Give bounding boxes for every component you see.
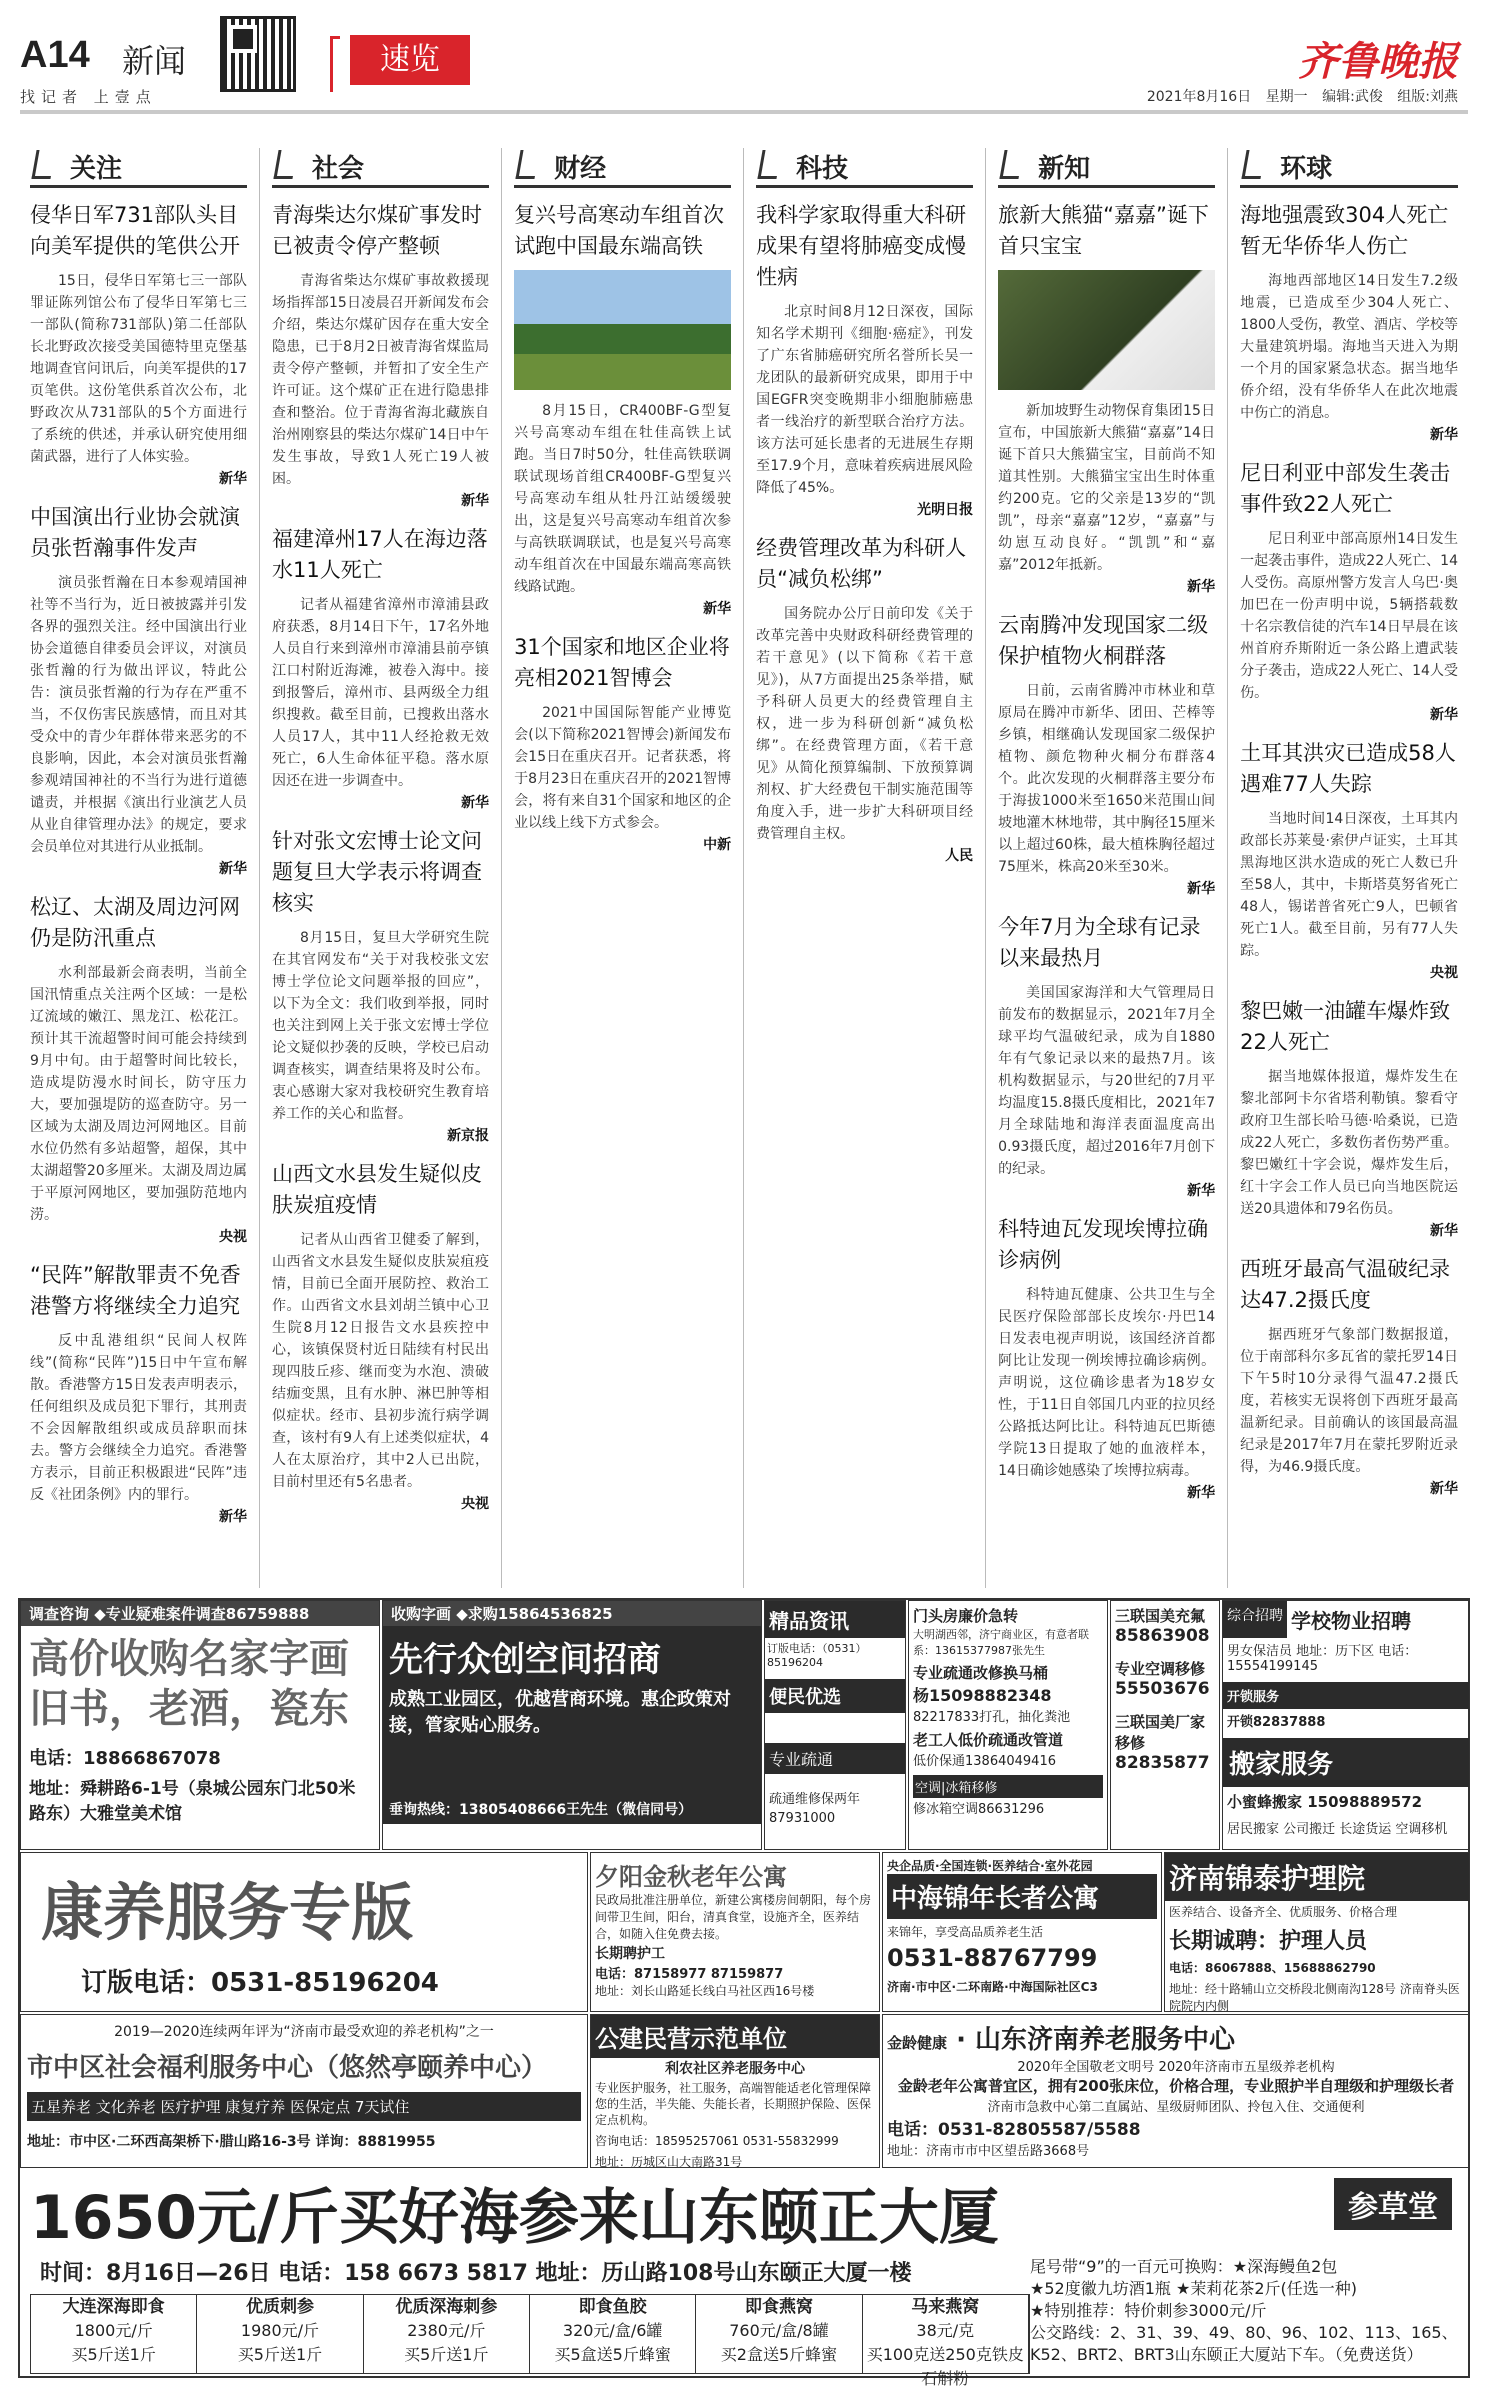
column-heading: 环球 — [1240, 148, 1458, 188]
article[interactable] — [1240, 738, 1458, 982]
ad-body: 金龄老年公寓普宜区，拥有200张床位，价格合理，专业照护半自理级和护理级长者 — [897, 2077, 1455, 2095]
newspaper-logo: 齐鲁晚报 — [1298, 38, 1458, 85]
article-body: 记者从山西省卫健委了解到，山西省文水县发生疑似皮肤炭疽疫情，目前已全面开展防控、救治工作。山西省文水县刘胡兰镇中心卫生院8月12日报告文水县疾控中心，该镇保贤村近日陆续有村民出现四肢丘疹、继而变为水泡、溃破结痂变黑，且有水肿、淋巴肿等相似症状。经市、县初步流行病学调查，该村有9人有上述类似症状，4人在太原治疗，其中2人已出院，目前村里还有5名患者。 — [272, 1232, 490, 1490]
ad-jinling[interactable]: 金龄健康 · 山东济南养老服务中心 2020年全国敬老文明号 2020年济南市五星级养老机构 金龄老年公寓普宜区，拥有200张床位，价格合理，专业照护半自理级和护理级长者 济南市急救中心第二直属站、星级厨师团队、拎包入住、交通便利 电话：0531-82805587/5588 地址：济南市市中区望岳路3668号 — [882, 2014, 1470, 2168]
ad-phone: 电话：0531-82805587/5588 — [887, 2120, 1141, 2140]
product-item — [530, 2295, 696, 2373]
brand-logo: 参草堂 — [1334, 2178, 1452, 2230]
ad-calligraphy[interactable]: 调查咨询 ◆专业疑难案件调查86759888 高价收购名家字画旧书，老酒，瓷东 电话：18866867078 地址：舜耕路6-1号（泉城公园东门北50米路东）大雅堂美术馆 — [20, 1600, 380, 1850]
ad-phone: 订版电话：0531-85196204 — [81, 1968, 439, 1998]
product-deal: 买2盒送5斤蜂蜜 — [720, 2345, 838, 2364]
product-deal: 买5盒送5斤蜂蜜 — [554, 2345, 671, 2364]
dateline — [1147, 86, 1458, 106]
ad-classifieds[interactable] — [764, 1600, 906, 1850]
article[interactable] — [514, 632, 731, 854]
article-title[interactable]: 黎巴嫩一油罐车爆炸致22人死亡 — [1240, 999, 1451, 1054]
ad-phone: 85863908 — [1115, 1626, 1210, 1646]
article-source: 新华 — [1187, 1485, 1216, 1501]
article-source: 新京报 — [447, 1128, 490, 1144]
ad-subtitle: 利农社区养老服务中心 — [665, 2061, 805, 2077]
article[interactable] — [30, 1260, 247, 1526]
article-title[interactable]: 中国演出行业协会就演员张哲瀚事件发声 — [30, 505, 240, 560]
column-heading: 社会 — [272, 148, 489, 188]
ad-xiyang[interactable] — [590, 1852, 880, 2012]
ad-services[interactable] — [908, 1600, 1108, 1850]
ad-line: 疏通维修保两年 — [769, 1792, 861, 1807]
article-title[interactable]: 经费管理改革为科研人员“减负松绑” — [756, 536, 967, 591]
article-source: 新华 — [461, 795, 490, 811]
ad-address: 地址：历城区山大南路31号 — [595, 2155, 743, 2168]
ad-tag: 调查咨询 — [29, 1605, 90, 1623]
ad-phone: 82217833打孔，抽化粪池 — [913, 1710, 1071, 1725]
news-column — [502, 148, 744, 1588]
article-source: 新华 — [1187, 1183, 1216, 1199]
article-title[interactable]: 旅新大熊猫“嘉嘉”诞下首只宝宝 — [998, 203, 1209, 258]
ad-title: 高价收购名家字画旧书，老酒，瓷东 — [29, 1636, 349, 1732]
article-title[interactable]: 31个国家和地区企业将亮相2021智博会 — [514, 635, 730, 690]
ad-line: 济南市急救中心第二直属站、星级厨师团队、拎包入住、交通便利 — [987, 2100, 1365, 2115]
ad-tag: 综合招聘 — [1223, 1601, 1287, 1638]
article-body: 演员张哲瀚在日本参观靖国神社等不当行为，近日被披露并引发各界的强烈关注。经中国演出行业协会道德自律委员会评议，对演员张哲瀚的行为做出评议，特此公告：演员张哲瀚的行为存在严重不当，不仅伤害民族感情，而且对其受众中的青少年群体带来恶劣的不良影响，因此，本会对演员张哲瀚参观靖国神社的不当行为进行道德谴责，并根据《演出行业演艺人员从业自律管理办法》的规定，要求会员单位对其进行从业抵制。 — [30, 575, 248, 855]
article-title[interactable]: 复兴号高寒动车组首次试跑中国最东端高铁 — [514, 203, 725, 258]
ad-line: 门头房廉价急转 — [913, 1607, 1019, 1625]
ad-line: 专业疑难案件调查86759888 — [105, 1605, 310, 1623]
product-price: 320元/盒/6罐 — [562, 2321, 663, 2340]
ad-line: 时间：8月16日—26日 电话：158 6673 5817 地址：历山路108号山东颐正大厦一楼 — [40, 2261, 912, 2286]
product-item — [31, 2295, 197, 2373]
article-body: 据西班牙气象部门数据报道，位于南部科尔多瓦省的蒙托罗14日下午5时10分录得气温47.2摄氏度，若核实无误将创下西班牙最高温新纪录。目前确认的该国最高温纪录是2017年7月在蒙托罗附近录得，为46.9摄氏度。 — [1240, 1327, 1458, 1475]
article-title[interactable]: 尼日利亚中部发生袭击事件致22人死亡 — [1240, 461, 1451, 516]
article-body: 青海省柴达尔煤矿事故救援现场指挥部15日凌晨召开新闻发布会介绍，柴达尔煤矿因存在重大安全隐患，已于8月2日被青海省煤监局责令停产整顿，并暂扣了安全生产许可证。这个煤矿正在进行隐患排查和整治。位于青海省海北藏族自治州刚察县的柴达尔煤矿14日中午发生事故，导致1人死亡19人被困。 — [272, 273, 490, 487]
ad-phone: 电话：87158977 87159877 — [595, 1967, 784, 1982]
ad-hotline: 垂询热线：13805408666王先生（微信同号） — [389, 1802, 693, 1818]
article[interactable] — [998, 610, 1215, 898]
article[interactable] — [756, 200, 973, 519]
article-title[interactable]: 侵华日军731部队头目向美军提供的笔供公开 — [30, 203, 240, 258]
ad-line: 求购15864536825 — [467, 1605, 613, 1623]
article-source: 新华 — [1430, 707, 1458, 723]
ad-title: 精品资讯 — [765, 1601, 905, 1638]
article[interactable] — [998, 912, 1215, 1200]
ad-title: 山东济南养老服务中心 — [975, 2025, 1236, 2055]
ad-title: 学校物业招聘 — [1291, 1609, 1411, 1633]
article-title[interactable]: 海地强震致304人死亡暂无华侨华人伤亡 — [1240, 203, 1449, 258]
ad-incubator[interactable]: 收购字画 ◆求购15864536825 先行众创空间招商 成熟工业园区，优越营商环境。惠企政策对接，管家贴心服务。 垂询热线：13805408666王先生（微信同号） — [382, 1600, 762, 1850]
product-name: 优质深海刺参 — [395, 2297, 498, 2317]
article-source: 新华 — [1430, 427, 1458, 443]
article-title[interactable]: 云南腾冲发现国家二级保护植物火桐群落 — [998, 613, 1209, 668]
article-body: 当地时间14日深夜，土耳其内政部长苏莱曼·索伊卢证实，土耳其黑海地区洪水造成的死亡人数已升至58人，其中，卡斯塔莫努省死亡48人，锡诺普省死亡9人，巴顿省死亡1人。截至目前，另有77人失踪。 — [1240, 811, 1458, 959]
news-column — [260, 148, 502, 1588]
ad-title: 康养服务专版 — [41, 1876, 414, 1949]
ad-body: 专业医护服务，社工服务，高端智能适老化管理保障您的生活，半失能、失能长者，长期照护保险、医保定点机构。 — [595, 2081, 872, 2127]
ad-address: 地址：市中区·二环西高架桥下·腊山路16-3号 详询：88819955 — [27, 2134, 436, 2150]
column-heading: 关注 — [30, 148, 247, 188]
article[interactable] — [272, 200, 489, 510]
article-source: 新华 — [219, 471, 248, 487]
ad-address: 地址：济南市市中区望岳路3668号 — [887, 2144, 1090, 2159]
article-body: 尼日利亚中部高原州14日发生一起袭击事件，造成22人死亡、14人受伤。高原州警方发言人乌巴·奥加巴在一份声明中说，5辆搭载数十名宗教信徒的汽车14日早晨在该州首府乔斯附近一条公路上遭武装分子袭击，造成22人死亡、14人受伤。 — [1240, 531, 1458, 701]
ad-tag: 空调|冰箱移修 — [913, 1775, 1103, 1798]
ad-line: 三联国美充氟 — [1115, 1607, 1206, 1625]
ad-ac-repair[interactable] — [1110, 1600, 1220, 1850]
promo-list — [1030, 2256, 1460, 2366]
ad-subtitle: 来锦年，享受高品质养老生活 — [887, 1925, 1044, 1939]
article-body: 记者从福建省漳州市漳浦县政府获悉，8月14日下午，17名外地人员自行来到漳州市漳浦县前亭镇江口村附近海滩，被卷入海中。接到报警后，漳州市、县两级全力组织搜救。截至目前，已搜救出落水人员17人，其中11人经抢救无效死亡，6人生命体征平稳。落水原因还在进一步调查中。 — [272, 597, 490, 789]
article[interactable] — [1240, 458, 1458, 724]
product-item — [364, 2295, 530, 2373]
ad-phone: 杨15098882348 — [913, 1686, 1052, 1705]
product-price: 1800元/斤 — [74, 2321, 153, 2340]
ad-title: 市中区社会福利服务中心（悠然亭颐养中心） — [27, 2053, 548, 2083]
ad-line: 长期诚聘：护理人员 — [1169, 1929, 1368, 1954]
news-column — [986, 148, 1228, 1588]
section-name: 新闻 — [122, 42, 187, 80]
ad-phone: 咨询电话：18595257061 0531-55832999 — [595, 2134, 839, 2148]
article-source: 新华 — [461, 493, 490, 509]
ad-phone: 修冰箱空调86631296 — [913, 1802, 1045, 1817]
article[interactable] — [1240, 996, 1458, 1240]
header-rule — [20, 110, 1468, 114]
article[interactable] — [998, 200, 1215, 596]
ad-phone: 电话：18866867078 — [29, 1748, 221, 1769]
ad-subtitle: 便民优选 — [765, 1679, 905, 1713]
product-list — [30, 2294, 1030, 2388]
article-title[interactable]: 松辽、太湖及周边河网仍是防汛重点 — [30, 895, 240, 950]
page-header — [0, 0, 1488, 120]
ad-address: 地址：经十路辅山立交桥段北侧南沟128号 济南脊头医院院内内侧 — [1169, 1982, 1460, 2012]
article-title[interactable]: 青海柴达尔煤矿事发时已被责令停产整顿 — [272, 203, 483, 258]
ad-subtitle: 成熟工业园区，优越营商环境。惠企政策对接，管家贴心服务。 — [389, 1689, 731, 1736]
ad-elderly-special[interactable] — [20, 1852, 588, 2012]
article-title[interactable]: “民阵”解散罪责不免香港警方将继续全力追究 — [30, 1263, 241, 1318]
article[interactable] — [756, 533, 973, 865]
product-item — [863, 2295, 1029, 2388]
article-body: 8月15日，复旦大学研究生院在其官网发布“关于对我校张文宏博士学位论文问题举报的回应”，以下为全文：我们收到举报，同时也关注到网上关于张文宏博士学位论文疑似抄袭的反映，学校已启动调查核实，调查结果将及时公布。衷心感谢大家对我校研究生教育培养工作的关心和监督。 — [272, 930, 490, 1122]
product-item — [696, 2295, 862, 2373]
group: 组版:刘燕 — [1397, 89, 1458, 105]
article-title[interactable]: 我科学家取得重大科研成果有望将肺癌变成慢性病 — [756, 203, 967, 289]
ad-title: 先行众创空间招商 — [389, 1640, 661, 1680]
ad-phone: 87931000 — [769, 1811, 836, 1826]
column-heading: 财经 — [514, 148, 731, 188]
product-name: 马来燕窝 — [911, 2297, 980, 2317]
article-body: 8月15日，CR400BF-G型复兴号高寒动车组在牡佳高铁上试跑。当日7时50分，牡佳高铁联调联试现场首组CR400BF-G型复兴号高寒动车组从牡丹江站缓缓驶出，这是复兴号高寒动车组首次参与高铁联调联试，也是复兴号高寒动车组首次在中国最东端高寒高铁线路试跑。 — [514, 403, 732, 595]
promo-line: 公交路线：2、31、39、49、80、96、102、113、165、K52、BRT2、BRT3山东颐正大厦站下车。（免费送货） — [1030, 2323, 1458, 2364]
ad-phone: 55503676 — [1115, 1679, 1210, 1699]
ad-tag: 开锁服务 — [1223, 1682, 1469, 1709]
promo-line: ★特别推荐：特价刺参3000元/斤 — [1030, 2301, 1267, 2320]
ad-line: 专业空调移修 — [1115, 1660, 1206, 1678]
page-number: A14 — [20, 34, 90, 76]
ad-address: 地址：刘长山路延长线白马社区西16号楼 — [595, 1984, 815, 1998]
article-title[interactable]: 科特迪瓦发现埃博拉确诊病例 — [998, 1217, 1209, 1272]
article-body: 新加坡野生动物保育集团15日宣布，中国旅新大熊猫“嘉嘉”14日诞下首只大熊猫宝宝，目前尚不知道其性别。大熊猫宝宝出生时体重约200克。它的父亲是13岁的“凯凯”，母亲“嘉嘉”12岁，“嘉嘉”与幼崽互动良好。“凯凯”和“嘉嘉”2012年抵新。 — [998, 403, 1216, 573]
article-title[interactable]: 今年7月为全球有记录以来最热月 — [998, 915, 1201, 970]
news-column — [1228, 148, 1470, 1588]
product-deal: 买5斤送1斤 — [237, 2345, 323, 2364]
article-title[interactable]: 针对张文宏博士论文问题复旦大学表示将调查核实 — [272, 829, 483, 915]
ad-title: 中海锦年长者公寓 — [887, 1874, 1157, 1919]
ad-body: 民政局批准注册单位，新建公寓楼房间朝阳，每个房间带卫生间，阳台，清真食堂，设施齐全，医养结合，如随入住免费去接。 — [595, 1893, 872, 1941]
ad-tag: 金龄健康 — [887, 2034, 948, 2052]
article-source: 新华 — [703, 601, 732, 617]
column-heading: 新知 — [998, 148, 1215, 188]
article[interactable] — [1240, 200, 1458, 444]
article-source: 新华 — [1187, 579, 1216, 595]
article-source: 中新 — [703, 837, 732, 853]
article-source: 新华 — [219, 1509, 248, 1525]
qr-code-icon[interactable] — [220, 16, 296, 92]
ad-line: 男女保洁员 地址：历下区 电话：15554199145 — [1227, 1644, 1418, 1674]
promo-line: ★52度徽九坊酒1瓶 ★茉莉花茶2斤(任选一种) — [1030, 2279, 1357, 2298]
product-name: 即食鱼胶 — [578, 2297, 647, 2317]
article-source: 央视 — [1430, 965, 1458, 981]
article-body: 据当地媒体报道，爆炸发生在黎北部阿卡尔省塔利勒镇。黎看守政府卫生部长哈马德·哈桑说，已造成22人死亡，多数伤者伤势严重。黎巴嫩红十字会说，爆炸发生后，红十字会工作人员已向当地医院运送20具遗体和79名伤员。 — [1240, 1069, 1458, 1217]
article-body: 海地西部地区14日发生7.2级地震，已造成至少304人死亡、1800人受伤，教堂、酒店、学校等大量建筑坍塌。海地当天进入为期一个月的国家紧急状态。据当地华侨介绍，没有华侨华人在此次地震中伤亡的消息。 — [1240, 273, 1458, 421]
article-source: 新华 — [1187, 881, 1216, 897]
ad-linong[interactable] — [590, 2014, 880, 2168]
article[interactable] — [272, 524, 489, 812]
product-deal: 买5斤送1斤 — [71, 2345, 156, 2364]
ad-seafood[interactable] — [20, 2170, 1472, 2388]
article-source: 人民 — [945, 848, 974, 864]
article[interactable] — [30, 502, 247, 878]
ad-phone: 小蜜蜂搬家 15098889572 — [1227, 1793, 1423, 1811]
ad-line: 五星养老 文化养老 医疗护理 康复疗养 医保定点 7天试住 — [27, 2092, 581, 2121]
ad-title: 1650元/斤买好海参来山东颐正大厦 — [30, 2183, 999, 2253]
news-columns — [18, 148, 1470, 1588]
ad-phone: 0531-88767799 — [887, 1944, 1098, 1972]
editor: 编辑:武俊 — [1322, 89, 1383, 105]
ad-phone: 低价保通13864049416 — [913, 1754, 1056, 1769]
ad-welfare-center[interactable] — [20, 2014, 588, 2168]
article-source: 央视 — [219, 1229, 248, 1245]
news-column — [744, 148, 986, 1588]
article-title[interactable]: 福建漳州17人在海边落水11人死亡 — [272, 527, 488, 582]
ad-address: 地址：舜耕路6-1号（泉城公园东门北50米路东）大雅堂美术馆 — [29, 1779, 356, 1824]
article-body: 反中乱港组织“民间人权阵线”(简称“民阵”)15日中午宣布解散。香港警方15日发表声明表示，任何组织及成员犯下罪行，其刑责不会因解散组织或成员辞职而抹去。警方会继续全力追究。香港警方表示，目前正积极跟进“民阵”违反《社团条例》内的罪行。 — [30, 1333, 248, 1503]
article-title[interactable]: 西班牙最高气温破纪录达47.2摄氏度 — [1240, 1257, 1451, 1312]
article[interactable] — [272, 826, 489, 1145]
ad-line: 居民搬家 公司搬迁 长途货运 空调移机 — [1227, 1822, 1448, 1837]
article-source: 央视 — [461, 1496, 490, 1512]
article-body: 水利部最新会商表明，当前全国汛情重点关注两个区域：一是松辽流域的嫩江、黑龙江、松花江。预计其干流超警时间可能会持续到9月中旬。由于超警时间比较长，造成堤防漫水时间长，防守压力大，要加强堤防的巡查防守。另一区域为太湖及周边河网地区。目前水位仍然有多站超警，超保，其中太湖超警20多厘米。太湖及周边属于平原河网地区，要加强防范地内涝。 — [30, 965, 248, 1223]
product-price: 760元/盒/8罐 — [729, 2321, 829, 2340]
product-deal: 买5斤送1斤 — [404, 2345, 489, 2364]
article-body: 国务院办公厅日前印发《关于改革完善中央财政科研经费管理的若干意见》(以下简称《若干意见》)，从7方面提出25条举措，赋予科研人员更大的经费管理自主权，进一步为科研创新“减负松绑”。在经费管理方面，《若干意见》从简化预算编制、下放预算调剂权、扩大经费包干制实施范围等角度入手，进一步扩大科研项目经费管理自主权。 — [756, 606, 974, 842]
product-deal: 买100克送250克铁皮石斛粉 — [866, 2345, 1024, 2388]
ad-title: 夕阳金秋老年公寓 — [595, 1863, 787, 1891]
ad-jintai[interactable] — [1164, 1852, 1470, 2012]
ad-phone: 开锁82837888 — [1227, 1715, 1326, 1730]
ad-phone: 82835877 — [1115, 1753, 1210, 1773]
ad-subtitle: 医养结合、设备齐全、优质服务、价格合理 — [1169, 1905, 1398, 1919]
article-title[interactable]: 土耳其洪灾已造成58人遇难77人失踪 — [1240, 741, 1456, 796]
ad-tag: 2019—2020连续两年评为“济南市最受欢迎的养老机构”之一 — [114, 2024, 494, 2040]
article-body: 美国国家海洋和大气管理局日前发布的数据显示，2021年7月全球平均气温破纪录，成为自1880年有气象记录以来的最热7月。该机构数据显示，与20世纪的7月平均温度15.8摄氏度相比，2021年7月全球陆地和海洋表面温度高出0.93摄氏度，超过2016年7月创下的纪录。 — [998, 985, 1216, 1177]
ad-line: 三联国美厂家移修 — [1115, 1713, 1206, 1752]
ad-address: 济南·市中区·二环南路·中海国际社区C3 — [887, 1980, 1098, 1994]
article-body: 15日，侵华日军第七三一部队罪证陈列馆公布了侵华日军第七三一部队(简称731部队)第二任部队长北野政次接受美国德特里克堡基地调查官问讯后，向美军提供的17页笔供。这份笔供系首次公布，北野政次从731部队的5个方面进行了系统的供述，并承认研究使用细菌武器，进行了人体实验。 — [30, 273, 248, 465]
ad-tag: 央企品质·全国连锁·医养结合·室外花园 — [887, 1859, 1093, 1873]
product-name: 优质刺参 — [245, 2297, 314, 2317]
ad-line: 大明湖西邻，济宁商业区，有意者联系：13615377987张先生 — [913, 1628, 1089, 1657]
article-source: 新华 — [1430, 1481, 1458, 1497]
weekday: 星期一 — [1265, 89, 1308, 105]
product-price: 1980元/斤 — [240, 2321, 320, 2340]
train-photo — [514, 270, 731, 390]
ad-title: 济南锦泰护理院 — [1165, 1853, 1469, 1901]
ad-tag: 专业疏通 — [765, 1743, 905, 1774]
tab-bracket — [330, 36, 340, 92]
product-price: 2380元/斤 — [407, 2321, 486, 2340]
column-heading: 科技 — [756, 148, 973, 188]
article-body: 日前，云南省腾冲市林业和草原局在腾冲市新华、团田、芒棒等乡镇，相继确认发现国家二级保护植物、颜危物种火桐分布群落4个。此次发现的火桐群落主要分布于海拔1000米至1650米范围山间坡地灌木林地带，其中胸径15厘米以上超过60株，最大植株胸径超过75厘米，株高20米至30米。 — [998, 683, 1216, 875]
product-name: 即食燕窝 — [744, 2297, 813, 2317]
product-item — [197, 2295, 363, 2373]
article-title[interactable]: 山西文水县发生疑似皮肤炭疽疫情 — [272, 1162, 483, 1217]
news-column — [18, 148, 260, 1588]
ad-title: 搬家服务 — [1223, 1738, 1469, 1787]
ad-zhonghai[interactable] — [882, 1852, 1162, 2012]
ad-line: 老工人低价疏通改管道 — [913, 1731, 1064, 1749]
ad-title: 公建民营示范单位 — [591, 2015, 879, 2058]
article-body: 北京时间8月12日深夜，国际知名学术期刊《细胞·癌症》，刊发了广东省肺癌研究所名誉所长吴一龙团队的最新研究成果，即用于中国EGFR突变晚期非小细胞肺癌患者一线治疗的新型联合治疗方法。该方法可延长患者的无进展生存期至17.9个月，意味着疾病进展风险降低了45%。 — [756, 304, 974, 496]
ad-subtitle: 2020年全国敬老文明号 2020年济南市五星级养老机构 — [1017, 2060, 1335, 2075]
product-price: 38元/克 — [916, 2321, 975, 2340]
product-name: 大连深海即食 — [62, 2297, 165, 2317]
slogan: 找记者 上壹点 — [20, 88, 157, 106]
ad-line: 专业疏通改修换马桶 — [913, 1664, 1049, 1682]
article-source: 新华 — [219, 861, 248, 877]
article-body: 2021中国国际智能产业博览会(以下简称2021智博会)新闻发布会15日在重庆召开。记者获悉，将于8月23日在重庆召开的2021智博会，将有来自31个国家和地区的企业以线上线下方式参会。 — [514, 705, 732, 831]
article-source: 新华 — [1430, 1223, 1458, 1239]
ad-phone: 电话：86067888、15688862790 — [1169, 1961, 1376, 1975]
ad-line: 长期聘护工 — [595, 1946, 665, 1962]
article-source: 光明日报 — [917, 502, 974, 518]
promo-line: 尾号带“9”的一百元可换购：★深海鳗鱼2包 — [1030, 2257, 1338, 2276]
article[interactable] — [514, 200, 731, 618]
ad-area — [18, 1598, 1470, 2388]
article[interactable] — [30, 200, 247, 488]
ad-recruit[interactable] — [1222, 1600, 1470, 1850]
article-body: 科特迪瓦健康、公共卫生与全民医疗保险部部长皮埃尔·丹巴14日发表电视声明说，该国经济首都阿比让发现一例埃博拉确诊病例。声明说，这位确诊患者为18岁女性，于11日自邻国几内亚的拉贝经公路抵达阿比让。科特迪瓦巴斯德学院13日提取了她的血液样本，14日确诊她感染了埃博拉病毒。 — [998, 1287, 1216, 1479]
article[interactable] — [1240, 1254, 1458, 1498]
date: 2021年8月16日 — [1146, 89, 1252, 105]
article[interactable] — [272, 1159, 489, 1513]
article[interactable] — [30, 892, 247, 1246]
ad-tag: 收购字画 — [391, 1605, 452, 1623]
panda-photo — [998, 270, 1215, 390]
section-tab: 速览 — [350, 35, 470, 85]
article[interactable] — [998, 1214, 1215, 1502]
ad-phone: 订版电话：（0531）85196204 — [767, 1642, 867, 1669]
